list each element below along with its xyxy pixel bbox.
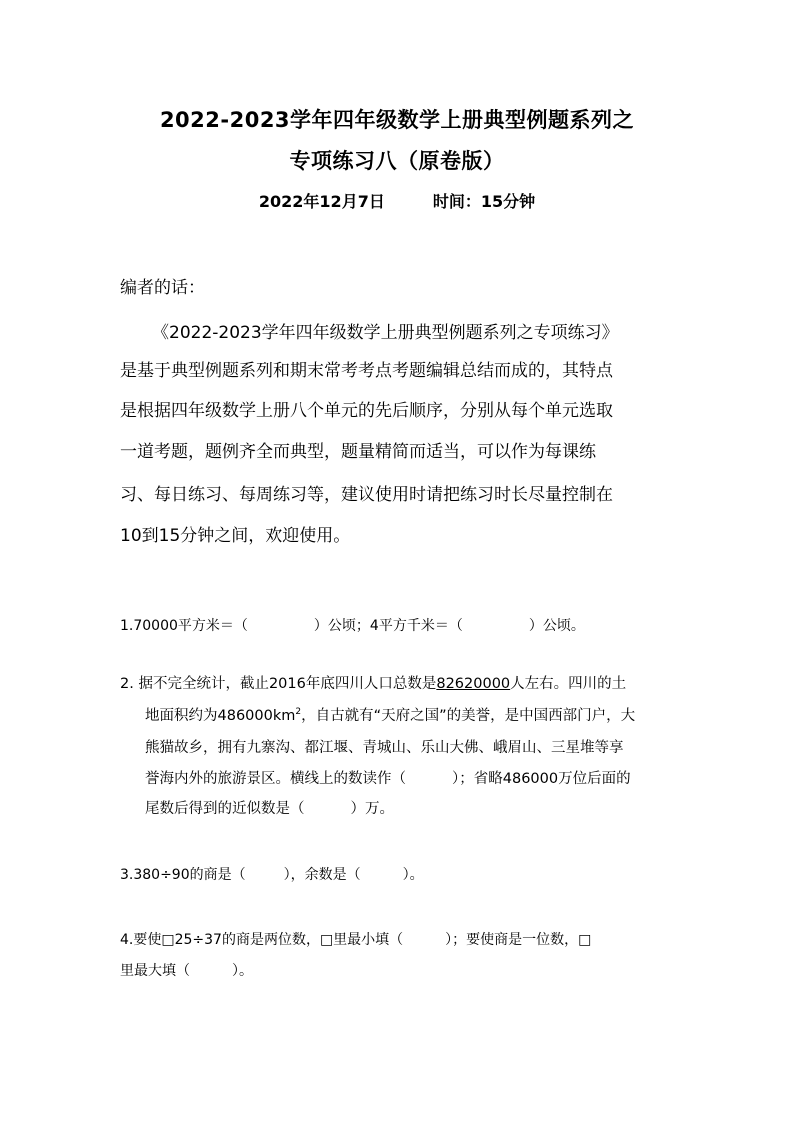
- document-title-line2: 专项练习八（原卷版）: [289, 149, 505, 173]
- question-2-line-2: 地面积约为$486000km^2$，自古就有“天府之国”的美誉，是中国西部门户，大: [145, 707, 636, 724]
- intro-line-2: 是基于典型例题系列和期末常考考点考题编辑总结而成的，其特点: [120, 361, 613, 381]
- question-4-line-1: 4.要使□25÷37的商是两位数，□里最小填（ ）；要使商是一位数，□: [120, 932, 592, 948]
- intro-line-6: 10到15分钟之间，欢迎使用。: [120, 526, 351, 546]
- intro-line-4: 一道考题，题例齐全而典型，题量精简而适当，可以作为每课练: [120, 442, 596, 462]
- question-2-line-3: 熊猫故乡，拥有九寨沟、都江堰、青城山、乐山大佛、峨眉山、三星堆等享: [145, 740, 624, 756]
- date-time-line: [0, 189, 794, 212]
- document-title-line1: 2022-2023学年四年级数学上册典型例题系列之: [159, 108, 635, 132]
- intro-line-5: 习、每日练习、每周练习等，建议使用时请把练习时长尽量控制在: [120, 485, 613, 505]
- question-4-line-2: 里最大填（ ）。: [120, 963, 253, 979]
- question-2-line-4: 誉海内外的旅游景区。横线上的数读作（ ）；省略486000万位后面的: [145, 771, 631, 787]
- underlined-number: 82620000: [436, 676, 511, 692]
- date-text: 2022年12月7日: [258, 192, 385, 211]
- question-2-line-1: 2. 据不完全统计，截止2016年底四川人口总数是82620000人左右。四川的土: [120, 676, 627, 692]
- intro-line-3: 是根据四年级数学上册八个单元的先后顺序，分别从每个单元选取: [120, 401, 613, 421]
- editor-note-heading: 编者的话：: [120, 278, 205, 298]
- intro-line-1: 《2022-2023学年四年级数学上册典型例题系列之专项练习》: [152, 323, 619, 343]
- question-2-line-5: 尾数后得到的近似数是（ ）万。: [145, 801, 394, 817]
- time-limit-text: 时间：15分钟: [432, 192, 536, 211]
- question-1: 1.70000平方米＝（ ）公顷；4平方千米＝（ ）公顷。: [120, 618, 585, 634]
- question-3: 3.380÷90的商是（ ），余数是（ ）。: [120, 867, 424, 883]
